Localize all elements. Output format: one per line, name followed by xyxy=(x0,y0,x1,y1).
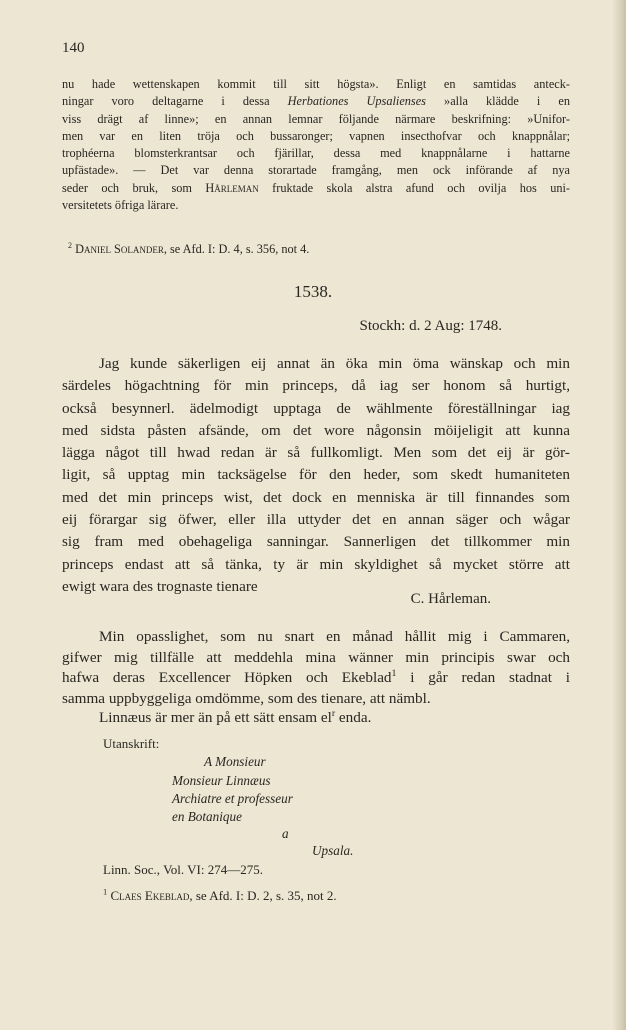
footnote-line: viss drägt af linne»; en annan lemnar följande närmare beskrifning: »Unifor- xyxy=(62,111,570,126)
footnote-line: ningar voro deltagarne i dessa Herbationes Upsalienses »alla klädde i en xyxy=(62,94,570,109)
signature: C. Hårleman. xyxy=(410,591,491,607)
footnote-1: $^1$ Claes Ekeblad, se Afd. I: D. 2, s. 35, not 2. xyxy=(103,886,337,903)
letter-line: med det min princeps wist, det dock en menniska är till finnandes som xyxy=(62,488,570,506)
letter-number: 1538. xyxy=(293,282,333,301)
footnote-line: seder och bruk, som Hårleman fruktade skola alstra afund och ovilja hos uni- xyxy=(62,180,571,195)
letter-line: Jag kunde säkerligen eij annat än öka min öma wänskap och min xyxy=(99,355,570,372)
postscript-line: samma uppbyggeliga omdömme, som des tienare, att nämbl. xyxy=(62,689,431,707)
letter-body xyxy=(62,353,570,598)
letter-line: sig fram med obehageliga sanningar. Sannerligen det tillkommer min xyxy=(62,533,570,551)
address-line: Monsieur Linnæus xyxy=(172,773,271,788)
letter-date: Stockh: d. 2 Aug: 1748. xyxy=(359,318,502,334)
address-line: en Botanique xyxy=(172,809,242,824)
footnote-line: trophéerna blomsterkrantsar och fjärillar, dessa med knappnålarne i hattarne xyxy=(62,146,570,161)
footnote-line: versitetets öfriga lärare. xyxy=(62,198,179,213)
footnote-line: nu hade wettenskapen kommit till sitt högsta». Enligt en samtidas anteck- xyxy=(62,77,570,91)
letter-line: eij förargar sig öfwer, eller illa uttyder det en annan säger och wågar xyxy=(62,511,570,529)
address-label: Utanskrift: xyxy=(103,736,160,751)
postscript-line: Min opasslighet, som nu snart en månad hållit mig i Cammaren, xyxy=(99,628,570,645)
page-number: 140 xyxy=(62,40,85,56)
name-harleman: Hårleman xyxy=(205,180,259,195)
letter-line: ewigt wara des trognaste tienare xyxy=(62,577,258,595)
footnote-line: upfästade». — Det var denna storartade framgång, men ock införande af nya xyxy=(62,163,570,178)
postscript-line: gifwer mig tillfälle att meddehla mina wänner min principis swar och xyxy=(62,648,570,666)
address-line: Upsala. xyxy=(312,843,354,858)
letter-line: ligit, så upptag min tacksägelse för den heder, som skedt humaniteten xyxy=(62,466,570,484)
source-reference: Linn. Soc., Vol. VI: 274—275. xyxy=(103,862,263,877)
letter-line: också besynnerl. ädelmodigt upptaga de wählmente föreställningar iag xyxy=(62,399,570,417)
page-edge-shadow xyxy=(612,0,626,1030)
letter-line: princeps endast att så tänka, ty är min skyldighet så mycket större att xyxy=(62,555,570,573)
italic-title: Herbationes Upsalienses xyxy=(287,94,426,109)
letter-line: särdeles högachtning för min princeps, då iag ser honom så hurtigt, xyxy=(62,377,570,395)
letter-line: med sidsta påsten afsände, om det wore någonsin möijeligit att kunna xyxy=(62,421,570,439)
letter-line: lägga något till hwad redan är så fullkomligt. Men som det eij är gör- xyxy=(62,444,570,462)
footnote-2: $^2$ Daniel Solander, se Afd. I: D. 4, s. 356, not 4. xyxy=(68,240,310,256)
address-line: A Monsieur xyxy=(204,754,266,769)
footnote-line: men var en liten tröja och bussaronger; vapnen insecthofvar och knappnålar; xyxy=(62,128,570,143)
continued-footnote xyxy=(62,76,570,214)
postscript-line: hafwa deras Excellencer Höpken och Ekeblad$^1$ i går redan stadnat i xyxy=(62,668,570,687)
closing-line: Linnæus är mer än på ett sätt ensam $el^r$ enda. xyxy=(99,707,372,726)
postscript xyxy=(62,627,570,709)
address-line: Archiatre et professeur xyxy=(172,791,293,806)
address-line: a xyxy=(282,826,289,841)
